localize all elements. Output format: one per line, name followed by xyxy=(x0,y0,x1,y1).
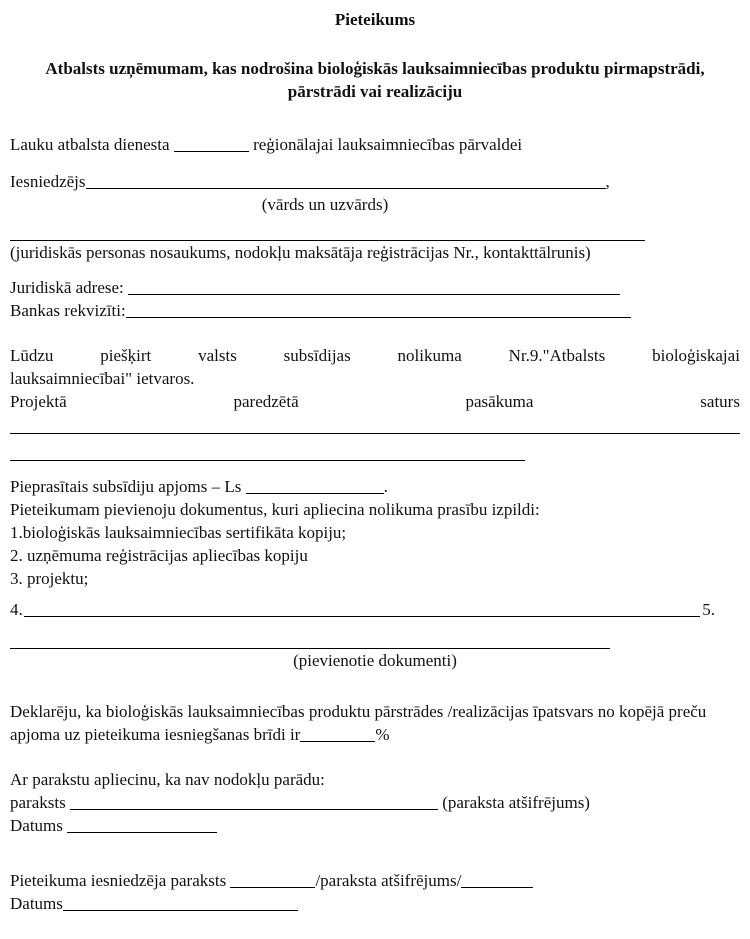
applicant-line xyxy=(10,170,740,193)
attached-documents-hint: (pievienotie dokumenti) xyxy=(293,651,457,670)
project-word: paredzētā xyxy=(233,392,299,411)
declaration-text: Deklarēju, ka bioloģiskās lauksaimniecības produktu pārstrādes /realizācijas īpatsvars no kopējā preču apjoma uz pieteikuma iesniegšanas brīdi ir xyxy=(10,702,707,744)
item5-label: 5. xyxy=(702,600,715,619)
recipient-suffix: reģionālajai lauksaimniecības pārvaldei xyxy=(253,135,523,154)
signature-label: paraksts xyxy=(10,793,66,812)
signature-hint: (paraksta atšifrējums) xyxy=(442,793,590,812)
form-title: Pieteikums xyxy=(334,10,416,29)
legal-address-label: Juridiskā adrese: xyxy=(10,278,124,297)
final-signature-line xyxy=(10,869,740,892)
applicant-comma: , xyxy=(605,172,610,191)
request-line-1 xyxy=(10,344,740,367)
applicant-name-field[interactable] xyxy=(86,177,606,189)
document-item-4-field[interactable] xyxy=(24,605,701,617)
project-word: pasākuma xyxy=(465,392,534,411)
request-word: piešķirt xyxy=(100,346,152,365)
amount-prefix: Pieprasītais subsīdiju apjoms – Ls xyxy=(10,477,242,496)
final-date-line xyxy=(10,892,740,915)
documents-intro: Pieteikumam pievienoju dokumentus, kuri apliecina nolikuma prasību izpildi: xyxy=(10,500,540,519)
recipient-line xyxy=(10,133,740,156)
legal-entity-hint: (juridiskās personas nosaukums, nodokļu maksātāja reģistrācijas Nr., kontakttālrunis) xyxy=(10,243,591,262)
document-item: 1.bioloģiskās lauksaimniecības sertifikāta kopiju; xyxy=(10,523,347,542)
legal-address-line xyxy=(10,276,740,299)
request-line-2: lauksaimniecībai" ietvaros. xyxy=(10,369,195,388)
project-content-field-2[interactable] xyxy=(10,460,525,461)
signature-date-line xyxy=(10,814,740,837)
applicant-name-hint: (vārds un uzvārds) xyxy=(261,195,389,214)
percent-sign: % xyxy=(375,725,390,744)
percentage-field[interactable] xyxy=(300,730,375,742)
final-date-field[interactable] xyxy=(63,899,298,911)
project-content-field-1[interactable] xyxy=(10,433,740,434)
request-word: Lūdzu xyxy=(10,346,54,365)
item4-label: 4. xyxy=(10,600,23,619)
signature-line xyxy=(10,791,740,814)
document-item-4-line xyxy=(10,598,715,621)
applicant-label: Iesniedzējs xyxy=(10,172,86,191)
signature-date-field[interactable] xyxy=(67,821,217,833)
final-signature-field[interactable] xyxy=(230,876,315,888)
final-date-label: Datums xyxy=(10,894,63,913)
amount-field[interactable] xyxy=(246,482,384,494)
final-name-field[interactable] xyxy=(461,876,533,888)
request-word: nolikuma xyxy=(397,346,462,365)
document-item: 2. uzņēmuma reģistrācijas apliecības kopiju xyxy=(10,546,308,565)
request-word: Nr.9."Atbalsts xyxy=(508,346,606,365)
tax-declaration: Ar parakstu apliecinu, ka nav nodokļu parādu: xyxy=(10,770,325,789)
bank-details-field[interactable] xyxy=(126,306,631,318)
signature-field[interactable] xyxy=(70,798,438,810)
project-word: Projektā xyxy=(10,392,67,411)
final-middle-label: /paraksta atšifrējums/ xyxy=(315,871,462,890)
recipient-prefix: Lauku atbalsta dienesta xyxy=(10,135,170,154)
request-word: valsts xyxy=(198,346,237,365)
document-item: 3. projektu; xyxy=(10,569,89,588)
legal-address-field[interactable] xyxy=(128,283,620,295)
final-signature-label: Pieteikuma iesniedzēja paraksts xyxy=(10,871,227,890)
declaration-paragraph xyxy=(10,700,740,746)
bank-details-line xyxy=(10,299,740,322)
project-content-line xyxy=(10,390,740,413)
region-name-field[interactable] xyxy=(174,140,249,152)
subsidy-amount-line xyxy=(10,475,740,498)
bank-details-label: Bankas rekvizīti: xyxy=(10,301,126,320)
date-label: Datums xyxy=(10,816,63,835)
project-word: saturs xyxy=(700,392,740,411)
request-word: subsīdijas xyxy=(283,346,351,365)
form-subtitle: Atbalsts uzņēmumam, kas nodrošina bioloģiskās lauksaimniecības produktu pirmapstrādi, pārstrādi vai realizāciju xyxy=(45,59,705,101)
amount-suffix: . xyxy=(383,477,388,496)
request-word: bioloģiskajai xyxy=(652,346,740,365)
